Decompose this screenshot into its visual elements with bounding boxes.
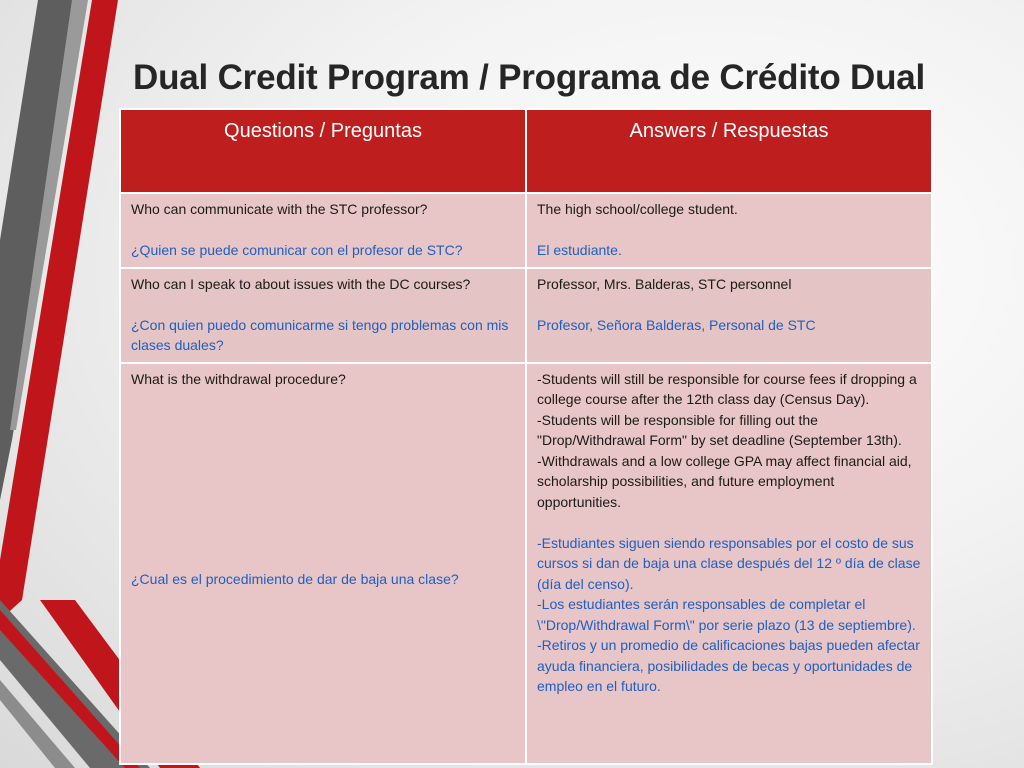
qa-table: [119, 108, 933, 765]
question-spanish: ¿Con quien puedo comunicarme si tengo problemas con mis clases duales?: [131, 316, 509, 353]
answer-spanish: El estudiante.: [537, 242, 622, 258]
table-row: [120, 268, 932, 363]
table-row: [120, 363, 932, 764]
answer-spanish-line: -Los estudiantes serán responsables de completar el \"Drop/Withdrawal Form\" por serie plazo (13 de septiembre).: [537, 596, 916, 633]
table-header-row: [120, 109, 932, 193]
question-cell: [120, 193, 526, 268]
question-spanish: ¿Cual es el procedimiento de dar de baja una clase?: [131, 570, 459, 587]
header-answers: Answers / Respuestas: [526, 109, 932, 193]
answer-spanish-line: -Estudiantes siguen siendo responsables por el costo de sus cursos si dan de baja una clase después del 12 º día de clase (día del censo).: [537, 534, 921, 592]
answer-english-line: -Students will still be responsible for course fees if dropping a college course after the 12th class day (Census Day).: [537, 370, 917, 407]
header-questions: Questions / Preguntas: [120, 109, 526, 193]
question-english: Who can I speak to about issues with the DC courses?: [131, 275, 471, 292]
answer-english: The high school/college student.: [537, 201, 738, 217]
answer-spanish: Profesor, Señora Balderas, Personal de STC: [537, 316, 816, 333]
answer-spanish-line: -Retiros y un promedio de calificaciones bajas pueden afectar ayuda financiera, posibilidades de becas y oportunidades de empleo en el futuro.: [537, 637, 920, 694]
answer-english-line: -Students will be responsible for filling out the "Drop/Withdrawal Form" by set deadline (September 13th).: [537, 411, 902, 448]
answer-english-line: -Withdrawals and a low college GPA may affect financial aid, scholarship possibilities, and future employment opportunities.: [537, 452, 912, 510]
answer-cell: [526, 363, 932, 764]
question-english: What is the withdrawal procedure?: [131, 370, 346, 387]
answer-cell: [526, 268, 932, 363]
question-english: Who can communicate with the STC professor?: [131, 201, 428, 217]
table-row: [120, 193, 932, 268]
question-cell: [120, 268, 526, 363]
answer-cell: [526, 193, 932, 268]
question-cell: [120, 363, 526, 764]
answer-english: Professor, Mrs. Balderas, STC personnel: [537, 275, 792, 292]
question-spanish: ¿Quien se puede comunicar con el profesor de STC?: [131, 242, 463, 258]
slide-title: Dual Credit Program / Programa de Crédito Dual: [133, 58, 926, 97]
